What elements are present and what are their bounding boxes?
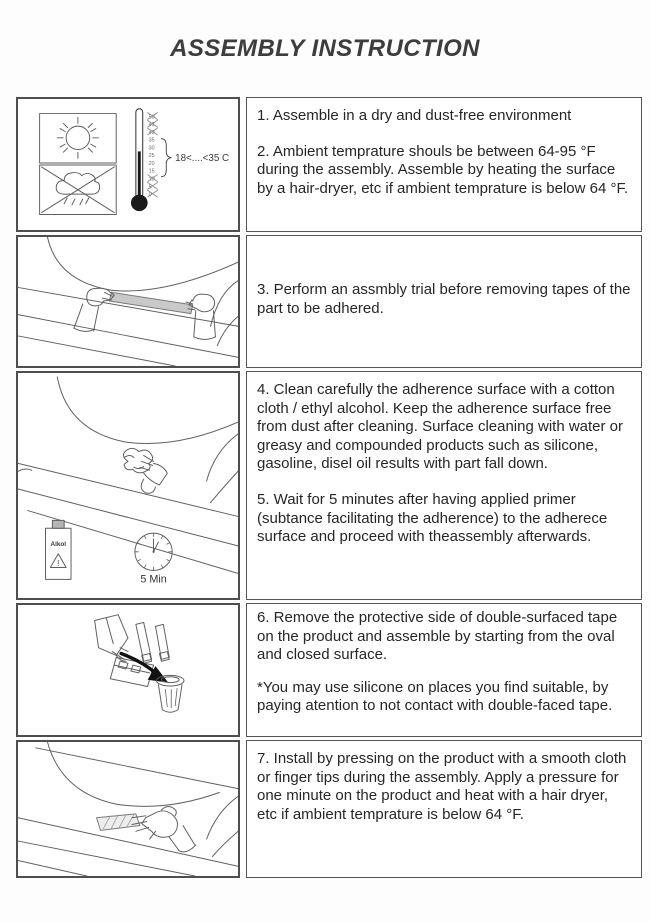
clock-icon [135, 533, 172, 585]
instruction-paragraph: 1. Assemble in a dry and dust-free environment [257, 107, 572, 124]
alcohol-label: Alkol [50, 540, 67, 548]
tape-backing-strips [136, 622, 169, 663]
left-hand-icon [74, 288, 114, 331]
tape-removal-illustration [16, 603, 240, 737]
instruction-text-cleaning [246, 371, 642, 600]
environment-illustration [16, 97, 240, 232]
product-part-sketch [110, 657, 153, 686]
instruction-paragraph: 7. Install by pressing on the product with a smooth cloth or finger tips during the assembly. Apply a pressure for one minute on the product and heat with a hair dryer, etc if ambient temprature is below 64 °F. [257, 750, 627, 823]
svg-text:5: 5 [148, 184, 152, 191]
instruction-paragraph: 2. Ambient temprature shouls be between 64-95 °F during the assembly. Assemble by heating the surface by a hair-dryer, etc if ambient temprature is below 64 °F. [257, 142, 629, 197]
thermometer-icon [131, 109, 229, 211]
instruction-row-trial [16, 235, 642, 368]
right-hand-icon [186, 294, 215, 339]
svg-text:30: 30 [148, 145, 155, 152]
instruction-row-cleaning [16, 371, 642, 600]
clock-duration-label: 5 Min [140, 573, 167, 586]
svg-text:45: 45 [148, 122, 155, 129]
svg-text:0: 0 [148, 192, 152, 199]
instruction-row-pressing [16, 740, 642, 878]
product-strip [97, 814, 140, 831]
range-brace [161, 139, 171, 177]
temperature-range-label: 18<....<35 C [175, 153, 230, 165]
tape-trial-illustration [16, 235, 240, 368]
svg-text:15: 15 [148, 168, 155, 175]
instruction-paragraph: 4. Clean carefully the adherence surface with a cotton cloth / ethyl alcohol. Keep the adherence surface free from dust after cleaning. Surface cleaning with water or greasy and compounded products such as silicone, gasoline, disel oil results with part fall down. [257, 381, 624, 473]
instruction-row-tape-removal [16, 603, 642, 737]
instruction-paragraph: 3. Perform an assmbly trial before removing tapes of the part to be adhered. [257, 280, 631, 317]
warning-exclamation: ! [57, 559, 60, 569]
no-rain-icon [40, 165, 117, 214]
svg-text:10: 10 [148, 176, 155, 183]
car-sill-sketch [18, 742, 238, 876]
instruction-paragraph: 6. Remove the protective side of double-surfaced tape on the product and assemble by starting from the oval and closed surface. [257, 609, 618, 664]
svg-text:50: 50 [148, 114, 155, 121]
instruction-row-environment [16, 97, 642, 232]
sun-icon [40, 114, 117, 163]
svg-text:25: 25 [148, 153, 155, 160]
instruction-paragraph: *You may use silicone on places you find suitable, by paying atention to not contact with double-faced tape. [257, 678, 613, 715]
page-title: ASSEMBLY INSTRUCTION [170, 35, 480, 62]
instruction-text-trial [246, 235, 642, 368]
cleaning-hand-icon [124, 448, 168, 493]
cleaning-illustration [16, 371, 240, 600]
svg-text:40: 40 [148, 129, 155, 136]
instruction-text-tape-removal [246, 603, 642, 737]
svg-text:35: 35 [148, 137, 155, 144]
instruction-paragraph: 5. Wait for 5 minutes after having applied primer (subtance facilitating the adherence) to the adherece surface and proceed with theassembly afterwards. [257, 490, 608, 546]
alcohol-bottle-icon [46, 520, 72, 579]
pressing-illustration [16, 740, 240, 878]
instruction-text-pressing [246, 740, 642, 878]
instruction-text-environment [246, 97, 642, 232]
instruction-table [16, 97, 642, 878]
svg-text:20: 20 [148, 161, 155, 167]
